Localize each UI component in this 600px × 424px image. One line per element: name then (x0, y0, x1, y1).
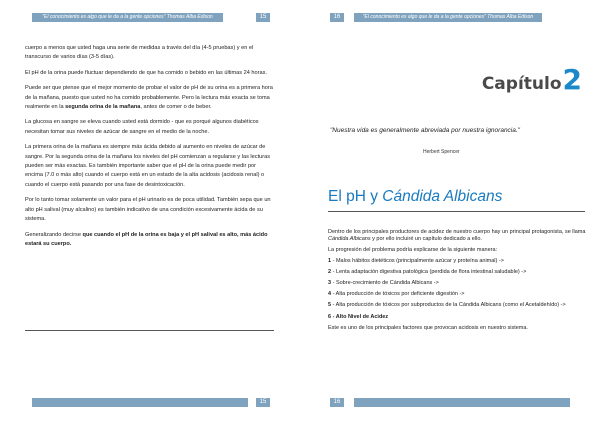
closing-paragraph: Este es uno de los principales factores que provocan acidosis en nuestro sistema. (328, 324, 528, 331)
list-item (328, 291, 586, 298)
chapter-heading (482, 63, 582, 96)
left-header-text: "El conocimiento es algo que le da a la gente opciones" Thomas Alba Edison (42, 14, 213, 20)
quote-author: Herbert Spencer (423, 149, 460, 155)
list-item-text: - Malos hábitos dietéticos (principalmente azúcar y proteína animal) -> (331, 257, 504, 264)
left-header-page-number: 15 (256, 13, 270, 22)
list-item-number: 4 (328, 291, 332, 298)
list-item (328, 302, 586, 309)
list-item-text: - Sobre-crecimiento de Cándida Albicans -> (331, 280, 439, 287)
list-item (328, 280, 586, 287)
intro-italic: Cándida Albicans (328, 236, 371, 243)
chapter-word: Capítulo (481, 74, 562, 94)
paragraph-text: Puede ser que piense que el mejor momento de probar el valor de pH de su orina es a primera hora de la mañana, puesto que usted no ha comido probablemente. Pero la lectura más exacta se toma realmente en la (25, 85, 273, 111)
chapter-number: 2 (562, 63, 582, 96)
list-item-number: 5 (328, 302, 332, 309)
paragraph: cuerpo a menos que usted haga una serie de medidas a través del día (4-5 pruebas) y en el transcurso de varios días (3-5 días). (25, 45, 254, 61)
list-item (328, 314, 586, 321)
left-end-rule (25, 330, 274, 331)
paragraph: El pH de la orina puede fluctuar dependiendo de que ha comido o bebido en las últimas 24 horas. (25, 69, 267, 76)
list-item-text: - Lenta adaptación digestiva patológica (perdida de flora intestinal saludable) -> (331, 268, 527, 275)
right-header-text: "El conocimiento es algo que le da a la gente opciones" Thomas Alba Edison (362, 14, 534, 20)
left-footer-page-number: 15 (256, 398, 270, 407)
intro-text: Dentro de los principales productores de acidez de nuestro cuerpo hay un principal protagonista, se llama (328, 229, 586, 235)
list-intro: La progresión del problema podría explicarse de la siguiente manera: (328, 246, 498, 253)
right-footer-page-number: 16 (330, 398, 344, 407)
intro-text: y por ello incluiré un capítulo dedicado a ello. (370, 236, 482, 243)
section-title-italic: Cándida Albicans (382, 188, 503, 205)
right-page (300, 0, 600, 424)
left-body-text (25, 44, 274, 255)
list-item-text: - Alta producción de tóxicos por deficiente digestión -> (331, 291, 465, 298)
left-header-bar (32, 13, 223, 22)
list-item-number: 3 (328, 280, 332, 287)
list-item-number: 2 (328, 268, 332, 275)
paragraph (25, 84, 274, 112)
right-body-text (328, 229, 586, 336)
paragraph-text: Generalizando decirse (25, 231, 83, 238)
paragraph (25, 231, 274, 250)
section-title-text: El pH y (328, 188, 383, 205)
list-item (328, 258, 586, 265)
list-item-text: - Alta producción de tóxicos por subproductos de la Cándida Albicans (como el Acetaldehído) -> (331, 302, 566, 309)
section-title-rule (328, 211, 585, 212)
paragraph: Por lo tanto tomar solamente un valor para el pH urinario es de poca utilidad. También sepa que un alto pH salival (muy alcalino) es también indicativo de una condición excesivamente ácida de su sistema. (25, 197, 271, 223)
list-item-text: - Alto Nivel de Acidez (331, 313, 389, 320)
list-item (328, 269, 586, 276)
section-title (328, 188, 502, 206)
paragraph-bold: segunda orina de la mañana (65, 104, 141, 111)
left-footer-bar (32, 398, 248, 407)
right-header-page-number: 16 (330, 13, 344, 22)
paragraph-bold: que cuando el pH de la orina es baja y el pH salival es alto, más ácido estará su cuerpo. (25, 231, 268, 247)
paragraph: La glucosa en sangre se eleva cuando usted está dormido - que es porqué algunos diabéticos necesitan tomar sus niveles de azúcar de sangre en el medio de la noche. (25, 119, 259, 135)
right-footer-bar (354, 398, 570, 407)
list-item-number: 6 (328, 313, 332, 320)
chapter-quote: "Nuestra vida es generalmente abreviada por nuestra ignorancia." (330, 127, 520, 134)
paragraph: La primera orina de la mañana es siempre más ácida debido al aumento en niveles de azúcar de sangre. Por la segunda orina de la mañana los niveles del pH comienzan a regularse y las lecturas pueden ser más exactas. Es también importante saber que el pH de la orina puede medir por encima (7.0 o más alto) cuando el cuerpo está en un estado de la alta acidosis (acidosis renal) o cuando el cuerpo está pasando por una fase de desintoxicación. (25, 144, 271, 188)
list-item-number: 1 (328, 257, 332, 264)
paragraph-text: , antes de comer o de beber. (140, 104, 212, 111)
intro-paragraph (328, 229, 586, 243)
right-header-bar (354, 13, 542, 22)
